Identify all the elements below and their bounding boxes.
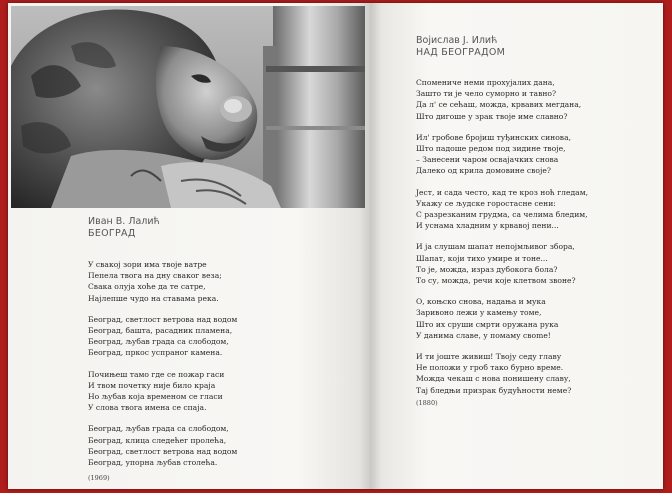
- stanza: [88, 423, 237, 468]
- poem-line: Споменичe неми прохујалих дана,: [416, 78, 555, 87]
- right-poem-year: (1880): [416, 399, 438, 407]
- poem-line: Зашто ти је чело суморно и тавно?: [416, 89, 557, 99]
- poem-line: Београд, пркос успраног камена.: [88, 348, 223, 358]
- stanza: [88, 314, 237, 359]
- stanza: [416, 132, 588, 177]
- poem-line: Београд, упорна љубав столећа.: [88, 458, 218, 468]
- poem-line: Београд, светлост ветрова над водом: [88, 446, 238, 456]
- poem-line: Што дигоше у зрак твоје име славно?: [416, 111, 568, 121]
- poem-line: И ти јоште живиш! Твоју седу главу: [416, 352, 562, 362]
- poem-line: – Занесени чаром освајачких снова: [416, 155, 559, 165]
- poem-line: С разрезканим грудма, са челима бледим,: [416, 210, 588, 220]
- poem-line: Што падоше редом под зидине твоје,: [416, 144, 566, 154]
- stanza: [416, 187, 588, 232]
- poem-line: Ил' гробове бројиш туђинских синова,: [416, 132, 572, 142]
- stanza: [88, 259, 237, 304]
- poem-line: Београд, љубав града са слободом,: [88, 337, 229, 347]
- left-poem-title: БЕОГРАД: [88, 228, 136, 239]
- book-spread: [8, 3, 663, 489]
- stanza: [416, 351, 588, 396]
- poem-line: Београд, башта, расадник пламена,: [88, 326, 233, 336]
- stanza: [416, 77, 588, 122]
- poem-line: И твом почетку није било краја: [88, 380, 216, 390]
- poem-line: Шапат, који тихо умире и тоне...: [416, 253, 548, 263]
- stanza: [416, 296, 588, 341]
- left-author: Иван В. Лалић: [88, 216, 160, 227]
- poem-line: Што их сруши смрти оружана рука: [416, 319, 559, 329]
- poem-line: Пепела твога на дну сваког веза;: [88, 271, 222, 281]
- poem-line: Но љубав која временом се гласи: [88, 392, 223, 402]
- poem-line: Тај бледњи призрак будућности неме?: [416, 385, 572, 395]
- poem-line: Најлепше чудо на ставама река.: [88, 293, 219, 303]
- poem-line: Заривоно лежи у камењу томе,: [416, 308, 542, 318]
- stanza: [88, 369, 237, 414]
- left-poem-year: (1969): [88, 474, 110, 482]
- poem-line: Почињеш тамо где се пожар гаси: [88, 369, 225, 379]
- poem-line: И ја слушам шапат непојмљивог збора,: [416, 242, 575, 252]
- poem-line: У свакој зори има твоје ватре: [88, 260, 207, 269]
- poem-line: Не положи у гроб тако бурно време.: [416, 363, 564, 373]
- poem-line: Јест, и сада често, кад те кроз ноћ гледам,: [416, 187, 589, 197]
- right-poem: [416, 77, 588, 406]
- poem-line: Београд, клица следећег пролећа,: [88, 435, 227, 445]
- poem-line: Да л' се сећаш, можда, крвавих мегдана,: [416, 100, 582, 110]
- poem-line: У слова твога имена се спаја.: [88, 403, 207, 413]
- left-poem: [88, 259, 237, 478]
- poem-line: Укажу се људске горостасне сени:: [416, 198, 556, 208]
- poem-line: То су, можда, речи које клетвом звоне?: [416, 276, 576, 286]
- lion-statue-photo: [11, 6, 365, 208]
- poem-line: Београд, светлост ветрова над водом: [88, 314, 238, 324]
- poem-line: Можда чекаш с нова понишeну славу,: [416, 374, 571, 384]
- poem-line: И уснама хладним у крвавој пени...: [416, 221, 559, 231]
- left-page: [8, 3, 370, 489]
- poem-line: Далеко од крила домовине своје?: [416, 166, 551, 176]
- stanza: [416, 241, 588, 286]
- right-poem-title: НАД БЕОГРАДОМ: [416, 47, 506, 58]
- poem-line: Београд, љубав града са слободом,: [88, 424, 229, 434]
- poem-line: У данима славе, у помаму свome!: [416, 330, 551, 340]
- right-author: Војислав Ј. Илић: [416, 35, 498, 46]
- poem-line: То је, можда, израз дубокога бола?: [416, 264, 558, 274]
- poem-line: О, коњско снова, надања и мука: [416, 297, 546, 307]
- poem-line: Свака олуја хоће да те сатре,: [88, 282, 206, 292]
